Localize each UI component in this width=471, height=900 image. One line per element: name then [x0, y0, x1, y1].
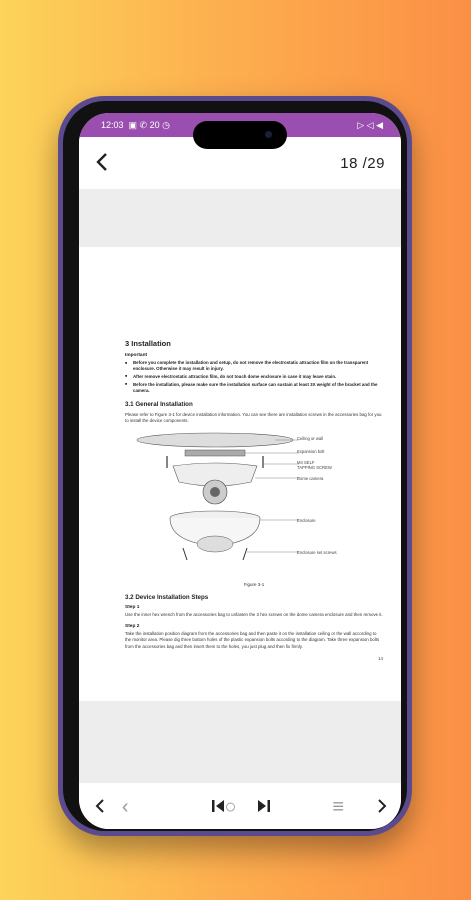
system-menu-button[interactable]: ≡	[332, 795, 345, 818]
section-intro: Please refer to Figure 3-1 for device installation information. You can see there are installation screws in the accessories bag for you to install the device components.	[125, 411, 382, 424]
important-label: Important	[125, 353, 148, 358]
page-total: /29	[362, 154, 385, 172]
page-current: 18	[340, 154, 358, 172]
label-enclosure: Enclosure	[297, 518, 316, 524]
pdf-page-number: 14	[378, 655, 383, 661]
pdf-viewer[interactable]	[79, 189, 401, 783]
system-navigation	[74, 786, 392, 828]
screen	[79, 113, 401, 829]
pdf-page[interactable]	[79, 247, 401, 701]
section-title: 3.1 General Installation	[125, 400, 193, 408]
status-icons-left: ▣ ✆ 20 ◷	[128, 119, 170, 130]
status-time: 12:03	[101, 120, 124, 130]
doc-heading: 3 Installation	[125, 339, 171, 348]
label-dome-camera: Dome camera	[297, 476, 324, 482]
label-enclosure-screw: Enclosure set screws	[297, 550, 337, 556]
camera-notch	[193, 121, 287, 149]
bullet-item: ■ Before you complete the installation and setup, do not remove the electrostatic attraction film on the transparent enclosure. Otherwise it may result in injury.	[125, 360, 383, 372]
step1-label: Step 1	[125, 605, 140, 611]
camera-icon	[265, 131, 272, 138]
label-expansion-bolt: Expansion bolt	[297, 449, 325, 455]
bullet-item: ■ After remove electrostatic attraction film, do not touch dome enclosure in case it may leave stain.	[125, 374, 383, 380]
back-button[interactable]	[95, 150, 109, 176]
phone-frame	[58, 96, 412, 836]
chevron-left-icon	[95, 152, 109, 172]
page-indicator	[340, 155, 385, 172]
phone-bezel	[63, 101, 407, 831]
system-home-button[interactable]: ○	[224, 795, 237, 818]
step1-text: Use the inner hex wrench from the accessories bag to unfasten the 3 hex screws on the dome camera enclosure and then remove it.	[125, 612, 383, 618]
step2-text: Take the installation position diagram from the accessories bag and then paste it on the installation ceiling or the wall according to the monitor area. Please dig three bottom holes of the plastic expansion bolts according to the diagram. Take three expansion bolts from the accessories bag and then insert them to the holes, you just plug and then fix firmly.	[125, 630, 380, 649]
bullet-item: ■ Before the installation, please make sure the installation surface can sustain at least 3X weight of the bracket and the camera.	[125, 382, 383, 394]
status-icons-right: ▷ ◁ ◀	[357, 119, 383, 130]
figure-caption: Figure 3-1	[243, 582, 265, 588]
label-screw: M4 SELF TAPPING SCREW	[297, 460, 332, 471]
installation-figure	[125, 430, 383, 580]
step2-label: Step 2	[125, 623, 140, 629]
system-back-button[interactable]: ‹	[121, 795, 129, 818]
label-ceiling: Ceiling or wall	[297, 436, 324, 442]
steps-title: 3.2 Device Installation Steps	[125, 594, 209, 602]
camera-diagram	[125, 430, 305, 575]
